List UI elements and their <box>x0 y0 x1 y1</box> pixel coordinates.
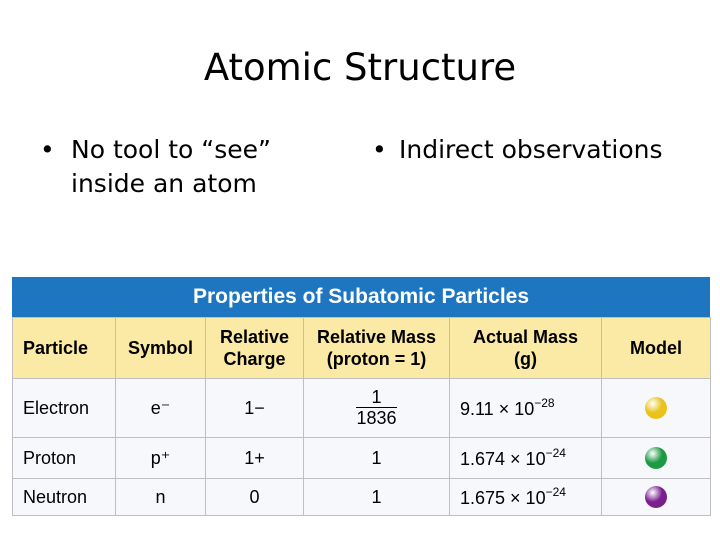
header-symbol: Symbol <box>116 318 206 379</box>
table-row <box>13 379 711 438</box>
electron-model-sphere <box>645 397 667 419</box>
neutron-model-sphere <box>645 486 667 508</box>
cell-actual-mass <box>450 479 602 516</box>
table-row <box>13 479 711 516</box>
bullet-1 <box>40 133 331 201</box>
cell-particle: Neutron <box>13 479 116 516</box>
header-charge <box>206 318 304 379</box>
cell-relative-mass <box>304 379 450 438</box>
cell-particle: Proton <box>13 438 116 479</box>
fraction <box>356 387 396 428</box>
header-charge-line2: Charge <box>223 349 286 369</box>
bullet-2 <box>372 133 720 167</box>
bullet-text: No tool to “see” inside an atom <box>71 135 271 198</box>
proton-model-sphere <box>645 447 667 469</box>
mass-exponent: −28 <box>534 396 555 410</box>
cell-charge: 1+ <box>206 438 304 479</box>
cell-symbol: e⁻ <box>116 379 206 438</box>
header-actual-mass <box>450 318 602 379</box>
particles-grid <box>12 317 711 516</box>
cell-symbol: p⁺ <box>116 438 206 479</box>
cell-symbol: n <box>116 479 206 516</box>
cell-model <box>602 379 711 438</box>
fraction-numerator: 1 <box>356 387 396 408</box>
cell-relative-mass: 1 <box>304 438 450 479</box>
cell-model <box>602 438 711 479</box>
mass-base: 9.11 × 10 <box>460 399 535 419</box>
bullet-dot: • <box>372 135 387 164</box>
cell-model <box>602 479 711 516</box>
header-actual-line1: Actual Mass <box>472 327 579 347</box>
bullet-dot: • <box>40 135 55 164</box>
slide-title: Atomic Structure <box>203 46 517 89</box>
cell-actual-mass <box>450 438 602 479</box>
cell-relative-mass: 1 <box>304 479 450 516</box>
mass-exponent: −24 <box>545 446 566 460</box>
header-actual-line2: (g) <box>514 349 537 369</box>
header-model: Model <box>602 318 711 379</box>
mass-base: 1.675 × 10 <box>460 488 546 508</box>
header-particle: Particle <box>13 318 116 379</box>
particles-table <box>12 277 710 517</box>
header-row <box>13 318 711 379</box>
mass-exponent: −24 <box>545 485 566 499</box>
header-relmass-line1: Relative Mass <box>316 327 437 347</box>
bullet-text: Indirect observations <box>399 135 663 164</box>
header-relative-mass <box>304 318 450 379</box>
header-relmass-line2: (proton = 1) <box>326 349 427 369</box>
table-title: Properties of Subatomic Particles <box>12 277 710 317</box>
cell-particle: Electron <box>13 379 116 438</box>
cell-charge: 0 <box>206 479 304 516</box>
fraction-denominator: 1836 <box>356 408 397 428</box>
cell-charge: 1− <box>206 379 304 438</box>
table-row <box>13 438 711 479</box>
header-charge-line1: Relative <box>219 327 290 347</box>
mass-base: 1.674 × 10 <box>460 449 546 469</box>
cell-actual-mass <box>450 379 602 438</box>
